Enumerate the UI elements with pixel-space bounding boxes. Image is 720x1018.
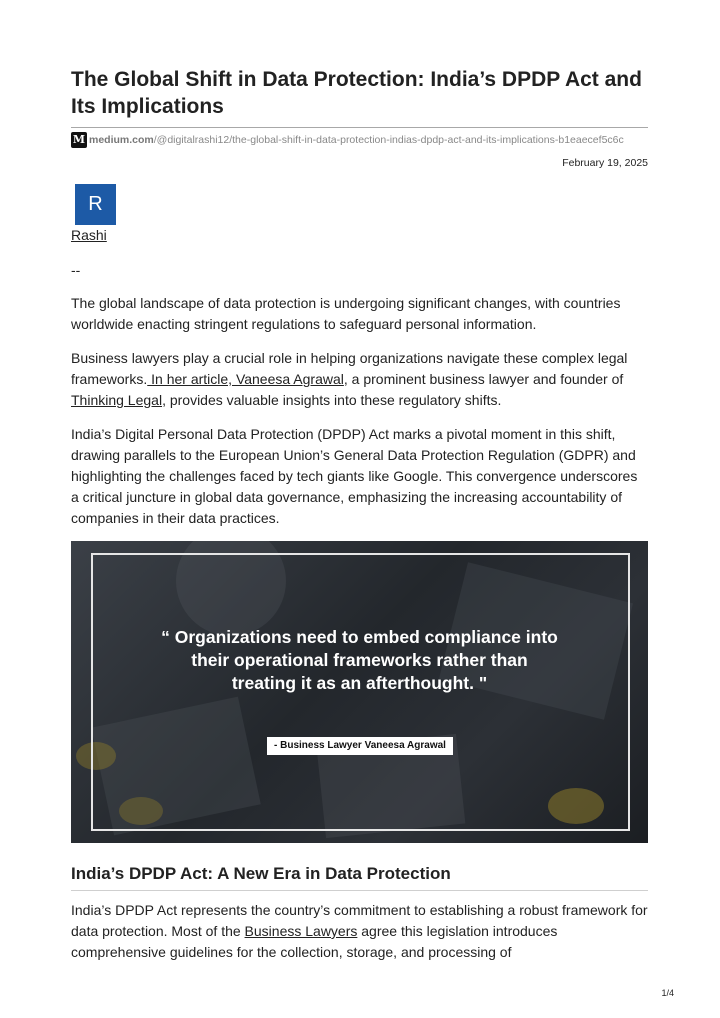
paragraph-text: , a prominent business lawyer and founder of (343, 371, 624, 387)
paragraph-dpdp: India’s Digital Personal Data Protection (DPDP) Act marks a pivotal moment in this shift, drawing parallels to the European Union’s General Data Protection Regulation (GDPR) and highlighting the challenges faced by tech giants like Google. This convergence underscores a critical juncture in global data governance, emphasizing the increasing accountability of companies in their data practices. (71, 426, 638, 526)
paragraph-intro: The global landscape of data protection is undergoing significant changes, with countries worldwide enacting stringent regulations to safeguard personal information. (71, 295, 621, 332)
paragraph-text: Business lawyers play a crucial role in helping organizations navigate these complex legal frameworks. (71, 350, 628, 387)
quote-attribution: - Business Lawyer Vaneesa Agrawal (267, 737, 453, 755)
business-lawyers-link[interactable]: Business Lawyers (244, 923, 358, 939)
author-avatar[interactable]: R (75, 184, 116, 225)
paragraph-text: India’s DPDP Act represents the country’s commitment to establishing a robust framework for data protection. Most of the (71, 902, 648, 939)
article-title: The Global Shift in Data Protection: India’s DPDP Act and Its Implications (71, 68, 642, 118)
separator-text: -- (71, 262, 81, 278)
page-number: 1/4 (661, 988, 674, 998)
section-heading: India’s DPDP Act: A New Era in Data Protection (71, 864, 451, 883)
section-divider (71, 890, 648, 891)
paragraph-text: , provides valuable insights into these regulatory shifts. (162, 392, 502, 408)
title-divider (71, 127, 648, 128)
medium-logo-icon: M (72, 133, 86, 146)
quote-line: “ Organizations need to embed compliance into (161, 627, 558, 647)
quote-text (111, 626, 608, 695)
paragraph-text: agree this legislation introduces comprehensive guidelines for the collection, storage, and processing of (71, 923, 558, 960)
quote-image (71, 541, 648, 843)
author-link[interactable]: Rashi (71, 227, 107, 243)
quote-line: treating it as an afterthought. " (231, 673, 488, 693)
thinking-legal-link[interactable]: Thinking Legal (71, 392, 163, 408)
source-url[interactable] (71, 131, 648, 149)
source-path: /@digitalrashi12/the-global-shift-in-data-protection-indias-dpdp-act-and-its-implications-b1eaecef5c6c (153, 134, 624, 146)
paragraph-dpdp-act (71, 900, 648, 963)
article-link[interactable]: In her article, Vaneesa Agrawal (147, 371, 344, 387)
source-domain: medium.com (89, 134, 154, 146)
publish-date: February 19, 2025 (562, 157, 648, 169)
paragraph-lawyers (71, 348, 648, 411)
quote-line: their operational frameworks rather than (191, 650, 528, 670)
